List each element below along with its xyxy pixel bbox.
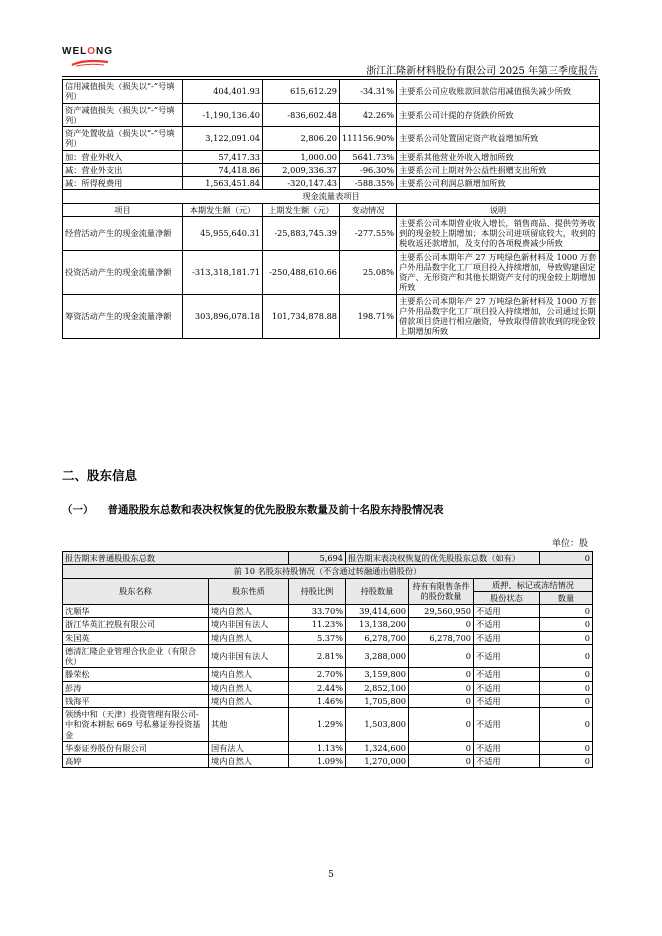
- col-pledge-qty: 数量: [540, 591, 593, 604]
- col-quantity: 持股数量: [346, 578, 409, 605]
- row-item: 减：营业外支出: [63, 163, 183, 176]
- shareholder-nature: 境内自然人: [209, 605, 289, 618]
- row-previous: -250,488,610.66: [263, 250, 340, 294]
- shareholder-ratio: 2.81%: [289, 644, 346, 668]
- header-previous: 上期发生额（元）: [263, 203, 340, 216]
- summary-label: 报告期末普通股股东总数: [63, 552, 289, 565]
- shareholder-ratio: 33.70%: [289, 605, 346, 618]
- table-row: [63, 755, 593, 768]
- shareholder-restricted: 0: [409, 681, 474, 694]
- row-previous: 1,000.00: [263, 150, 340, 163]
- header-reason: 说明: [397, 203, 600, 216]
- subsection-title: （一） 普通股股东总数和表决权恢复的优先股股东数量及前十名股东持股情况表: [62, 505, 444, 516]
- row-current: 1,563,451.84: [183, 177, 263, 190]
- row-current: -313,318,181.71: [183, 250, 263, 294]
- shareholder-quantity: 13,138,200: [346, 618, 409, 631]
- row-previous: 2,806.20: [263, 127, 340, 151]
- shareholder-status: 不适用: [474, 668, 540, 681]
- shareholder-quantity: 3,159,800: [346, 668, 409, 681]
- row-reason: 主要系公司应收账款回款信用减值损失减少所致: [397, 80, 600, 104]
- row-previous: 2,009,336.37: [263, 163, 340, 176]
- cashflow-section-title: 现金流量表项目: [63, 190, 600, 203]
- header-item: 项目: [63, 203, 183, 216]
- shareholder-pledged: 0: [540, 741, 593, 754]
- shareholder-ratio: 1.13%: [289, 741, 346, 754]
- shareholder-nature: 境内自然人: [209, 694, 289, 707]
- shareholder-pledged: 0: [540, 755, 593, 768]
- col-restricted: 持有有限售条件的股份数量: [409, 578, 474, 605]
- row-change: 198.71%: [340, 294, 397, 338]
- company-report-title: 浙江汇隆新材料股份有限公司 2025 年第三季度报告: [366, 66, 598, 77]
- shareholder-quantity: 1,324,600: [346, 741, 409, 754]
- shareholder-status: 不适用: [474, 694, 540, 707]
- col-ratio: 持股比例: [289, 578, 346, 605]
- shareholder-status: 不适用: [474, 681, 540, 694]
- preferred-label: 报告期末表决权恢复的优先股股东总数（如有）: [346, 552, 540, 565]
- page-number: 5: [328, 870, 334, 880]
- table-row: [63, 150, 600, 163]
- shareholder-name: 华泰证券股份有限公司: [63, 741, 209, 754]
- shareholder-status: 不适用: [474, 631, 540, 644]
- shareholder-nature: 境内自然人: [209, 668, 289, 681]
- shareholder-quantity: 3,288,000: [346, 644, 409, 668]
- row-current: 404,401.93: [183, 80, 263, 104]
- shareholder-restricted: 0: [409, 708, 474, 742]
- shareholder-restricted: 0: [409, 741, 474, 754]
- row-change: -588.35%: [340, 177, 397, 190]
- row-reason: 主要系公司利润总额增加所致: [397, 177, 600, 190]
- row-previous: -25,883,745.39: [263, 216, 340, 250]
- header-change: 变动情况: [340, 203, 397, 216]
- row-previous: 101,734,878.88: [263, 294, 340, 338]
- shareholder-nature: 境内非国有法人: [209, 644, 289, 668]
- row-change: 111156.90%: [340, 127, 397, 151]
- table-row: [63, 681, 593, 694]
- shareholder-quantity: 1,270,000: [346, 755, 409, 768]
- col-pledge: 质押、标记或冻结情况: [474, 578, 593, 591]
- row-change: 42.26%: [340, 103, 397, 127]
- shareholders-table: [62, 551, 593, 768]
- shareholder-ratio: 5.37%: [289, 631, 346, 644]
- shareholder-status: 不适用: [474, 644, 540, 668]
- row-previous: -320,147.43: [263, 177, 340, 190]
- table-row: [63, 644, 593, 668]
- table-row: [63, 668, 593, 681]
- shareholder-ratio: 1.29%: [289, 708, 346, 742]
- row-current: -1,190,136.40: [183, 103, 263, 127]
- table-row: [63, 294, 600, 338]
- shareholder-status: 不适用: [474, 755, 540, 768]
- shareholder-nature: 境内自然人: [209, 631, 289, 644]
- shareholder-pledged: 0: [540, 668, 593, 681]
- shareholder-name: 滕荣松: [63, 668, 209, 681]
- shareholder-restricted: 6,278,700: [409, 631, 474, 644]
- table-row: [63, 741, 593, 754]
- shareholder-restricted: 0: [409, 694, 474, 707]
- shareholder-name: 领绣中和（天津）投资管理有限公司-中和资本耕耘 669 号私募证券投资基金: [63, 708, 209, 742]
- table-row: [63, 631, 593, 644]
- table-row: [63, 177, 600, 190]
- table-row: [63, 618, 593, 631]
- company-logo: WELONG: [62, 46, 113, 57]
- table-row: [63, 708, 593, 742]
- shareholder-pledged: 0: [540, 605, 593, 618]
- row-item: 信用减值损失（损失以“-”号填列）: [63, 80, 183, 104]
- table-row: [63, 103, 600, 127]
- table-row: [63, 694, 593, 707]
- shareholder-restricted: 29,560,950: [409, 605, 474, 618]
- shareholder-quantity: 2,852,100: [346, 681, 409, 694]
- row-reason: 主要系公司本期年产 27 万吨绿色新材料及 1000 万套户外用品数字化工厂项目投入持续增加，导致购建固定资产、无形资产和其他长期资产支付的现金较上期增加所致: [397, 250, 600, 294]
- shareholder-quantity: 1,503,800: [346, 708, 409, 742]
- preferred-value: 0: [540, 552, 593, 565]
- row-change: 5641.73%: [340, 150, 397, 163]
- shareholder-pledged: 0: [540, 644, 593, 668]
- row-item: 资产处置收益（损失以“-”号填列）: [63, 127, 183, 151]
- row-current: 74,418.86: [183, 163, 263, 176]
- shareholder-pledged: 0: [540, 631, 593, 644]
- row-current: 303,896,078.18: [183, 294, 263, 338]
- table-row: [63, 216, 600, 250]
- unit-label: 单位：股: [551, 539, 588, 549]
- row-item: 资产减值损失（损失以“-”号填列）: [63, 103, 183, 127]
- row-change: -34.31%: [340, 80, 397, 104]
- col-pledge-status: 股份状态: [474, 591, 540, 604]
- shareholder-restricted: 0: [409, 618, 474, 631]
- col-name: 股东名称: [63, 578, 209, 605]
- shareholder-nature: 国有法人: [209, 741, 289, 754]
- row-change: -96.30%: [340, 163, 397, 176]
- shareholder-ratio: 11.23%: [289, 618, 346, 631]
- shareholder-nature: 其他: [209, 708, 289, 742]
- page-header: [0, 0, 662, 78]
- shareholder-name: 彭涛: [63, 681, 209, 694]
- row-current: 57,417.33: [183, 150, 263, 163]
- shareholder-quantity: 1,705,800: [346, 694, 409, 707]
- shareholder-pledged: 0: [540, 681, 593, 694]
- row-item: 筹资活动产生的现金流量净额: [63, 294, 183, 338]
- shareholder-name: 浙江华英汇控股有限公司: [63, 618, 209, 631]
- shareholder-nature: 境内自然人: [209, 681, 289, 694]
- row-reason: 主要系公司计提的存货跌价所致: [397, 103, 600, 127]
- shareholder-name: 朱国英: [63, 631, 209, 644]
- row-previous: 615,612.29: [263, 80, 340, 104]
- shareholder-pledged: 0: [540, 708, 593, 742]
- table-row: [63, 80, 600, 104]
- row-previous: -836,602.48: [263, 103, 340, 127]
- shareholder-pledged: 0: [540, 694, 593, 707]
- row-reason: 主要系其他营业外收入增加所致: [397, 150, 600, 163]
- row-item: 减：所得税费用: [63, 177, 183, 190]
- section-title: 二、股东信息: [62, 469, 138, 483]
- shareholder-status: 不适用: [474, 618, 540, 631]
- shareholder-status: 不适用: [474, 605, 540, 618]
- shareholder-name: 高婷: [63, 755, 209, 768]
- header-divider: [62, 76, 598, 77]
- row-current: 3,122,091.04: [183, 127, 263, 151]
- logo-swoosh-icon: [70, 58, 110, 68]
- col-nature: 股东性质: [209, 578, 289, 605]
- row-current: 45,955,640.31: [183, 216, 263, 250]
- top10-title: 前 10 名股东持股情况（不含通过转融通出借股份）: [63, 565, 593, 578]
- row-reason: 主要系公司上期对外公益性捐赠支出所致: [397, 163, 600, 176]
- shareholder-ratio: 2.44%: [289, 681, 346, 694]
- shareholder-name: 德清汇隆企业管理合伙企业（有限合伙）: [63, 644, 209, 668]
- shareholder-restricted: 0: [409, 668, 474, 681]
- shareholder-nature: 境内自然人: [209, 755, 289, 768]
- shareholder-status: 不适用: [474, 708, 540, 742]
- shareholder-ratio: 1.09%: [289, 755, 346, 768]
- row-reason: 主要系公司处置固定资产收益增加所致: [397, 127, 600, 151]
- shareholder-restricted: 0: [409, 644, 474, 668]
- shareholder-ratio: 2.70%: [289, 668, 346, 681]
- row-item: 投资活动产生的现金流量净额: [63, 250, 183, 294]
- row-change: 25.08%: [340, 250, 397, 294]
- shareholder-name: 钱海平: [63, 694, 209, 707]
- row-reason: 主要系公司本期年产 27 万吨绿色新材料及 1000 万套户外用品数字化工厂项目投入持续增加，公司通过长期借款项目贷进行相应融资，导致取得借款收到的现金较上期增加所致: [397, 294, 600, 338]
- row-change: -277.55%: [340, 216, 397, 250]
- row-reason: 主要系公司本期营业收入增长，销售商品、提供劳务收到的现金较上期增加；本期公司进项留底较大，收到的税收返还款增加，及支付的各项税费减少所致: [397, 216, 600, 250]
- shareholder-quantity: 6,278,700: [346, 631, 409, 644]
- summary-value: 5,694: [289, 552, 346, 565]
- shareholder-ratio: 1.46%: [289, 694, 346, 707]
- shareholder-restricted: 0: [409, 755, 474, 768]
- financial-changes-table: [62, 79, 600, 339]
- shareholder-status: 不适用: [474, 741, 540, 754]
- header-current: 本期发生额（元）: [183, 203, 263, 216]
- shareholder-quantity: 39,414,600: [346, 605, 409, 618]
- row-item: 经营活动产生的现金流量净额: [63, 216, 183, 250]
- table-row: [63, 127, 600, 151]
- row-item: 加：营业外收入: [63, 150, 183, 163]
- shareholder-pledged: 0: [540, 618, 593, 631]
- table-row: [63, 605, 593, 618]
- table-row: [63, 163, 600, 176]
- shareholder-nature: 境内非国有法人: [209, 618, 289, 631]
- table-row: [63, 250, 600, 294]
- shareholder-name: 沈顺华: [63, 605, 209, 618]
